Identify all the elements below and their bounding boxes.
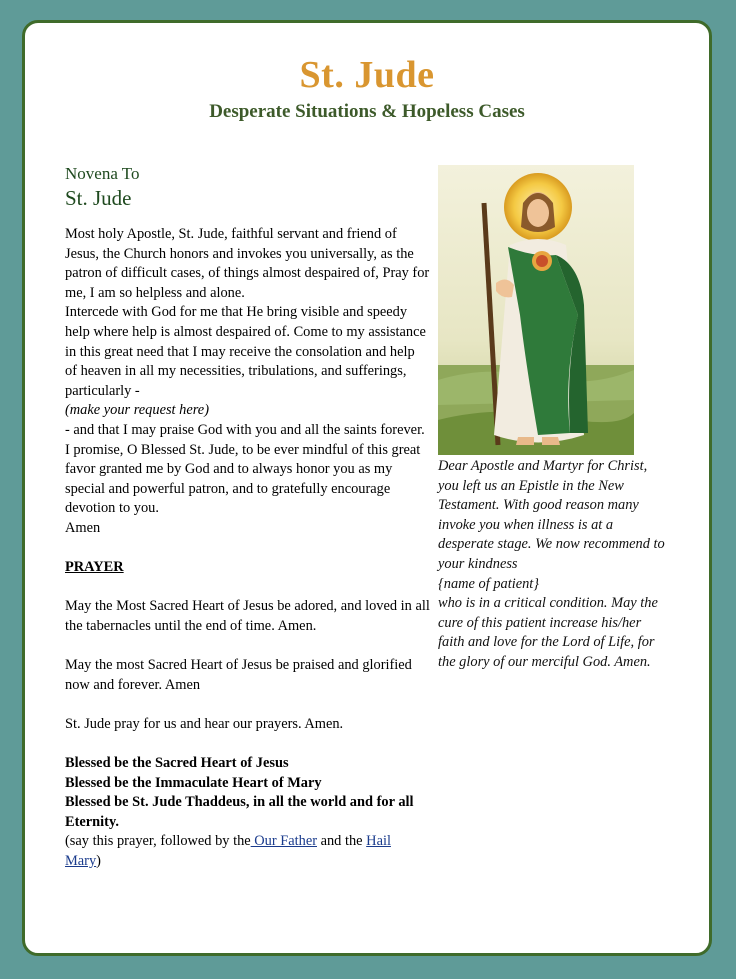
blessed-line-2: Blessed be the Immaculate Heart of Mary bbox=[65, 774, 322, 791]
closing-prefix: (say this prayer, followed by the bbox=[65, 833, 251, 850]
page-card bbox=[22, 20, 712, 956]
blessed-line-3: Blessed be St. Jude Thaddeus, in all the world and for all Eternity. bbox=[65, 794, 414, 830]
novena-column bbox=[65, 163, 430, 872]
novena-saint: St. Jude bbox=[65, 186, 132, 210]
our-father-link[interactable]: Our Father bbox=[250, 833, 317, 850]
prayer-paragraph-1: May the Most Sacred Heart of Jesus be adored, and loved in all the tabernacles until the end of time. Amen. bbox=[65, 598, 430, 634]
closing-instruction bbox=[65, 832, 430, 871]
hail-mary-link[interactable]: Hail Mary bbox=[65, 833, 391, 869]
novena-amen: Amen bbox=[65, 519, 101, 536]
prayer-paragraph-3: St. Jude pray for us and hear our prayers. Amen. bbox=[65, 715, 344, 732]
caption-text-2: who is in a critical condition. May the cure of this patient increase his/her faith and love for the Lord of Life, for the glory of our merciful God. Amen. bbox=[438, 595, 658, 670]
caption-text-1: Dear Apostle and Martyr for Christ, you left us an Epistle in the New Testament. With good reason many invoke you when illness is at a desperate stage. We now recommend to your kindness bbox=[438, 458, 665, 572]
closing-mid: and the bbox=[317, 833, 363, 850]
prayer-paragraph-2: May the most Sacred Heart of Jesus be praised and glorified now and forever. Amen bbox=[65, 657, 412, 693]
novena-paragraph-1: Most holy Apostle, St. Jude, faithful servant and friend of Jesus, the Church honors and invokes you universally, as the patron of difficult cases, of things almost despaired of, Pray for me, I am so helpless and alone. bbox=[65, 226, 430, 301]
page-title: St. Jude bbox=[299, 54, 435, 96]
blessed-line-1: Blessed be the Sacred Heart of Jesus bbox=[65, 755, 289, 772]
caption-patient: {name of patient} bbox=[438, 575, 540, 592]
closing-suffix: ) bbox=[96, 853, 101, 869]
prayer-heading: PRAYER bbox=[65, 559, 124, 576]
prayer-caption bbox=[438, 457, 668, 673]
novena-paragraph-2: Intercede with God for me that He bring visible and speedy help where help is almost despaired of. Come to my assistance in this great need that I may receive the consolation and help of heaven in all my necessities, tribulations, and sufferings, particularly - bbox=[65, 304, 426, 399]
st-jude-portrait-icon bbox=[438, 165, 634, 455]
novena-label: Novena To bbox=[65, 164, 140, 183]
page-header bbox=[25, 53, 709, 123]
request-note: (make your request here) bbox=[65, 402, 209, 419]
sidebar-column bbox=[438, 165, 668, 673]
page-subtitle: Desperate Situations & Hopeless Cases bbox=[209, 101, 525, 122]
novena-paragraph-3: - and that I may praise God with you and all the saints forever. I promise, O Blessed St. Jude, to be ever mindful of this great favor granted me by God and to always honor you as my special and powerful patron, and to gratefully encourage devotion to you. bbox=[65, 421, 425, 517]
